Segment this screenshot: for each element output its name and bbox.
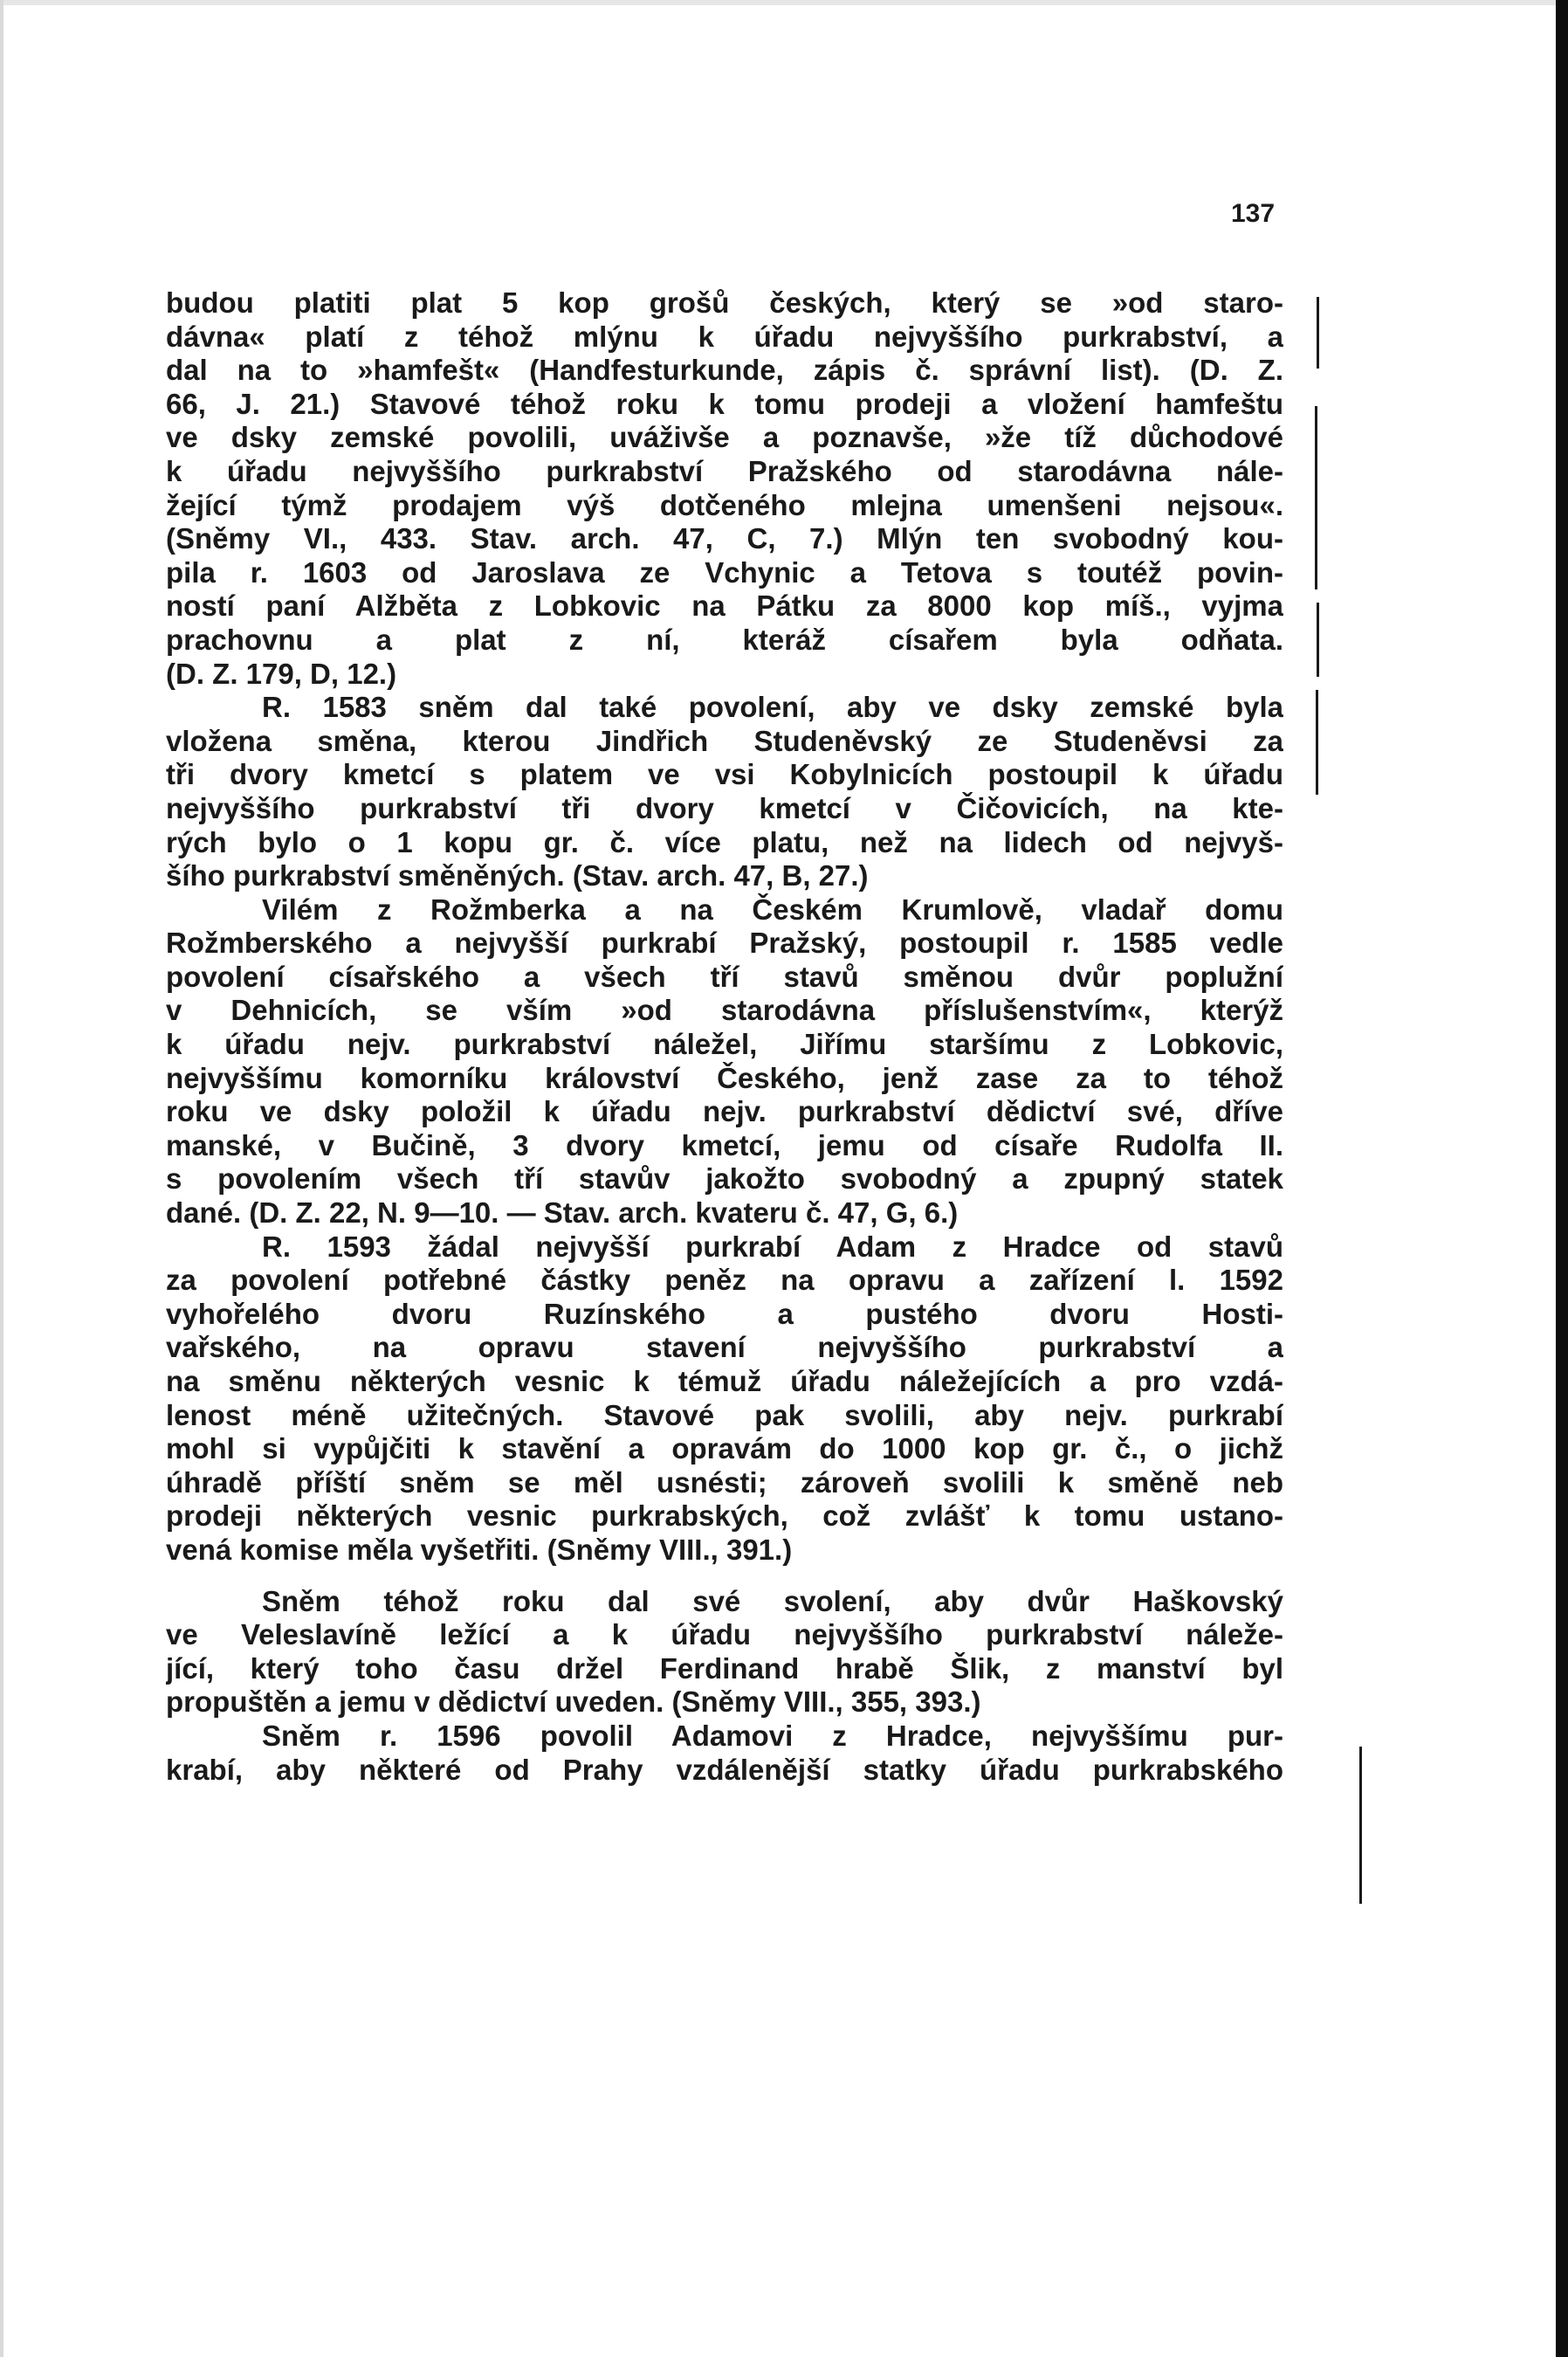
text-line: ností paní Alžběta z Lobkovic na Pátku za 8000 kop míš., vyjma [166, 589, 1283, 623]
text-line: pila r. 1603 od Jaroslava ze Vchynic a Tetova s toutéž povin- [166, 555, 1283, 589]
text-line: (Sněmy VI., 433. Stav. arch. 47, C, 7.) Mlýn ten svobodný kou- [166, 522, 1283, 555]
scan-border-left [0, 0, 3, 2357]
text-line: úhradě příští sněm se měl usnésti; zároveň svolili k směně neb [166, 1465, 1283, 1499]
text-line: prodeji některých vesnic purkrabských, což zvlášť k tomu ustano- [166, 1499, 1283, 1533]
text-line: za povolení potřebné částky peněz na opravu a zařízení l. 1592 [166, 1264, 1283, 1297]
text-line: propuštěn a jemu v dědictví uveden. (Sněmy VIII., 355, 393.) [166, 1685, 981, 1719]
scan-border-right [1556, 0, 1568, 2357]
text-line: rých bylo o 1 kopu gr. č. více platu, než na lidech od nejvyš- [166, 825, 1283, 858]
text-line: tři dvory kmetcí s platem ve vsi Kobylnicích postoupil k úřadu [166, 758, 1283, 791]
text-line: na směnu některých vesnic k témuž úřadu náležejících a pro vzdá- [166, 1365, 1283, 1397]
text-line: dané. (D. Z. 22, N. 9—10. — Stav. arch. kvateru č. 47, G, 6.) [166, 1196, 959, 1230]
text-line: s povolením všech tří stavův jakožto svobodný a zpupný statek [166, 1162, 1283, 1196]
text-line: krabí, aby některé od Prahy vzdálenější statky úřadu purkrabského [166, 1753, 1283, 1786]
text-line: prachovnu a plat z ní, kteráž císařem byla odňata. [166, 623, 1283, 656]
text-line: mohl si vypůjčiti k stavění a opravám do 1000 kop gr. č., o jichž [166, 1432, 1283, 1465]
margin-mark [1359, 1747, 1362, 1904]
paragraph-start: R. 1583 sněm dal také povolení, aby ve dsky zemské byla [262, 691, 1283, 724]
text-line: lenost méně užitečných. Stavové pak svolili, aby nejv. purkrabí [166, 1398, 1283, 1431]
text-line: ve Veleslavíně ležící a k úřadu nejvyššího purkrabství náleže- [166, 1618, 1283, 1651]
text-line: (D. Z. 179, D, 12.) [166, 657, 397, 690]
page-number: 137 [1231, 199, 1276, 228]
text-line: k úřadu nejvyššího purkrabství Pražského od starodávna nále- [166, 454, 1283, 487]
text-line: povolení císařského a všech tří stavů směnou dvůr poplužní [166, 960, 1283, 993]
text-line: nejvyššího purkrabství tři dvory kmetcí v Čičovicích, na kte- [166, 791, 1283, 824]
margin-mark [1317, 297, 1319, 369]
text-line: dávna« platí z téhož mlýnu k úřadu nejvyššího purkrabství, a [166, 320, 1283, 353]
text-line: manské, v Bučině, 3 dvory kmetcí, jemu od císaře Rudolfa II. [166, 1128, 1283, 1161]
text-line: vyhořelého dvoru Ruzínského a pustého dvoru Hosti- [166, 1297, 1283, 1330]
text-line: dal na to »hamfešt« (Handfesturkunde, zápis č. správní list). (D. Z. [166, 354, 1283, 387]
body-text [166, 286, 1283, 1787]
margin-mark [1317, 603, 1319, 677]
text-line: roku ve dsky položil k úřadu nejv. purkrabství dědictví své, dříve [166, 1095, 1283, 1128]
text-line: k úřadu nejv. purkrabství náležel, Jiřímu staršímu z Lobkovic, [166, 1028, 1283, 1061]
margin-mark [1316, 690, 1318, 795]
text-line: v Dehnicích, se vším »od starodávna příslušenstvím«, kterýž [166, 994, 1283, 1027]
text-line: žející týmž prodajem výš dotčeného mlejna umenšeni nejsou«. [166, 488, 1283, 521]
text-line: nejvyššímu komorníku království Českého, jenž zase za to téhož [166, 1061, 1283, 1094]
margin-mark [1315, 406, 1317, 589]
text-line: Rožmberského a nejvyšší purkrabí Pražský, postoupil r. 1585 vedle [166, 927, 1283, 960]
text-line: vená komise měla vyšetřiti. (Sněmy VIII., 391.) [166, 1533, 793, 1566]
paragraph-start: Sněm téhož roku dal své svolení, aby dvůr Haškovský [262, 1584, 1283, 1617]
text-line: jící, který toho času držel Ferdinand hrabě Šlik, z manství byl [166, 1651, 1283, 1685]
text-line: vařského, na opravu stavení nejvyššího purkrabství a [166, 1331, 1283, 1364]
text-line: budou platiti plat 5 kop grošů českých, který se »od staro- [166, 286, 1283, 319]
paragraph-start: Sněm r. 1596 povolil Adamovi z Hradce, nejvyššímu pur- [262, 1719, 1283, 1752]
text-line: ve dsky zemské povolili, uváživše a poznavše, »že tíž důchodové [166, 421, 1283, 454]
paragraph-start: Vilém z Rožmberka a na Českém Krumlově, vladař domu [262, 892, 1283, 926]
text-line: 66, J. 21.) Stavové téhož roku k tomu prodeji a vložení hamfeštu [166, 387, 1283, 420]
scan-border-top [0, 0, 1568, 5]
paragraph-start: R. 1593 žádal nejvyšší purkrabí Adam z Hradce od stavů [262, 1230, 1283, 1263]
text-line: šího purkrabství směněných. (Stav. arch. 47, B, 27.) [166, 859, 869, 892]
text-line: vložena směna, kterou Jindřich Studeněvský ze Studeněvsi za [166, 724, 1283, 757]
